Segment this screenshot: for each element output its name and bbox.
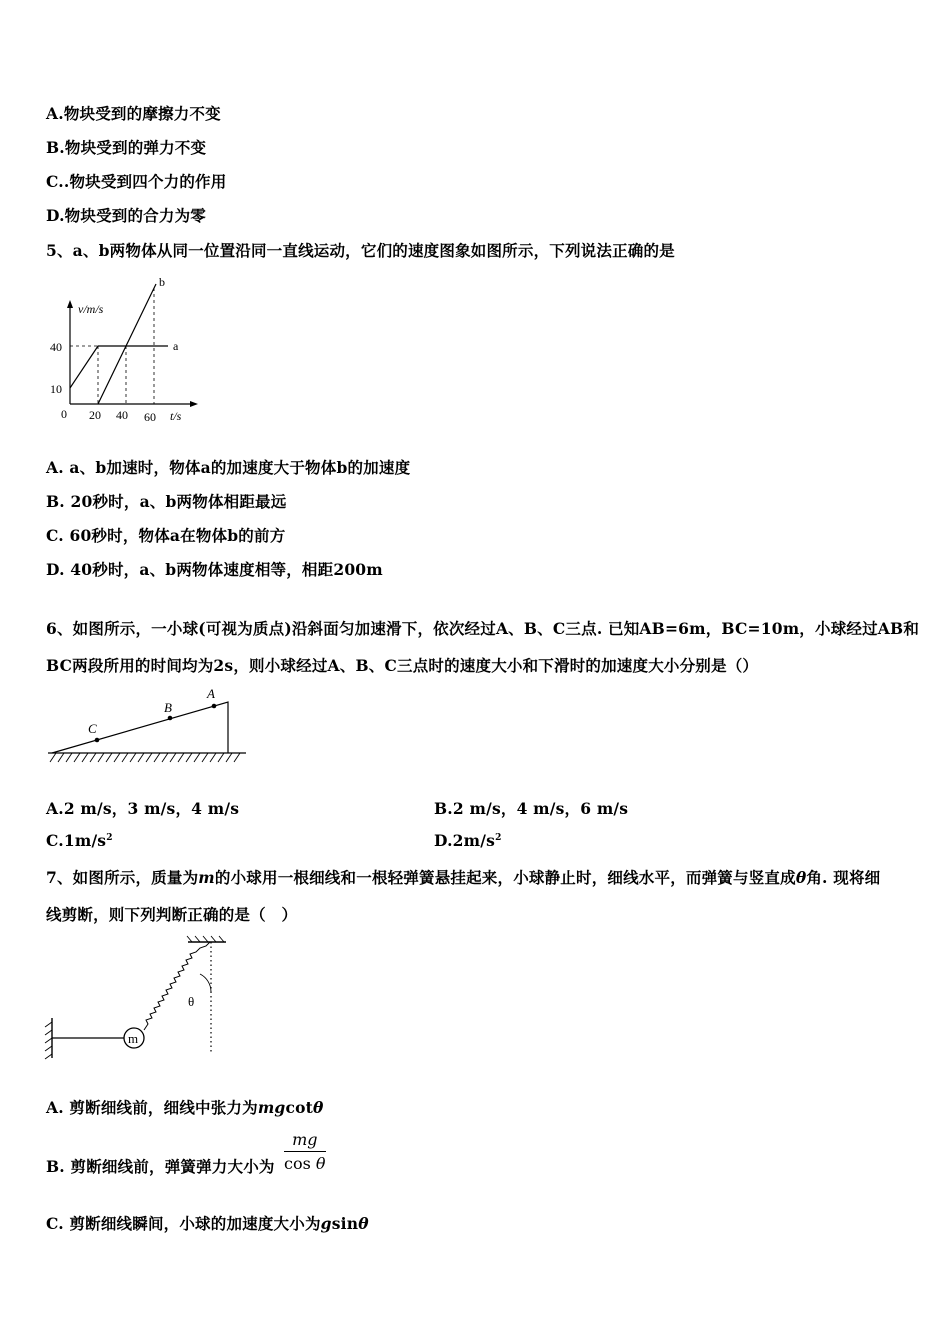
q7-stem-line2: 线剪断，则下列判断正确的是（ ）: [46, 905, 298, 924]
y-axis-label: v/m/s: [78, 302, 104, 316]
point-a: [212, 704, 217, 709]
ground-hatching: [50, 753, 240, 762]
point-b: [168, 716, 173, 721]
q7-option-a-theta: θ: [313, 1098, 324, 1117]
incline: [52, 702, 228, 753]
q7-stem-theta: θ: [795, 868, 807, 887]
fraction-theta: θ: [315, 1154, 326, 1173]
q7-option-a-text: A. 剪断细线前，细线中张力为: [46, 1098, 258, 1117]
y-axis-arrow: [67, 300, 73, 308]
q7-option-c-g: g: [320, 1214, 332, 1233]
q6-stem-line1: 6、如图所示，一小球(可视为质点)沿斜面匀加速滑下，依次经过A、B、C三点. 已知AB=6m，BC=10m，小球经过AB和: [46, 619, 920, 638]
ytick-10: 10: [50, 382, 62, 396]
q5-velocity-graph: [44, 268, 204, 428]
ceiling-hatching: [187, 936, 224, 942]
q4-option-c: C..物块受到四个力的作用: [46, 172, 227, 191]
ytick-40: 40: [50, 340, 62, 354]
q5-option-a: A. a、b加速时，物体a的加速度大于物体b的加速度: [46, 458, 411, 477]
xtick-60: 60: [144, 410, 156, 424]
ball-label: m: [128, 1031, 139, 1046]
q6-option-d-text: D.2m/s: [434, 831, 496, 850]
x-axis-arrow: [190, 401, 198, 407]
line-b: [98, 284, 156, 404]
fraction-cos: cos: [284, 1154, 311, 1173]
q7-option-c: [46, 1212, 369, 1234]
label-c: C: [88, 721, 97, 736]
q5-option-d: D. 40秒时，a、b两物体速度相等，相距200m: [46, 560, 383, 579]
q6-stem-line2: BC两段所用的时间均为2s，则小球经过A、B、C三点时的速度大小和下滑时的加速度大小分别是（）: [46, 656, 759, 675]
theta-label: θ: [188, 994, 195, 1009]
line-a-label: a: [173, 339, 179, 353]
point-c: [95, 738, 100, 743]
q7-stem-part1: 7、如图所示，质量为: [46, 868, 199, 887]
q7-stem-part3: 角. 现将细: [806, 868, 881, 887]
q4-option-a: A.物块受到的摩擦力不变: [46, 104, 221, 123]
q6-option-d: [434, 831, 502, 850]
q7-option-c-text: C. 剪断细线瞬间，小球的加速度大小为: [46, 1214, 321, 1233]
q6-option-c: [46, 831, 113, 850]
q7-option-c-theta: θ: [358, 1214, 369, 1233]
q6-option-a: A.2 m/s，3 m/s，4 m/s: [46, 799, 240, 818]
q7-spring-diagram: [40, 934, 236, 1060]
q7-option-b-fraction: [284, 1130, 326, 1173]
q7-option-a-cot: cot: [285, 1098, 314, 1117]
q5-option-c: C. 60秒时，物体a在物体b的前方: [46, 526, 286, 545]
xtick-20: 20: [89, 408, 101, 422]
line-a: [70, 346, 168, 388]
q6-option-c-sup: 2: [106, 832, 113, 843]
spring: [144, 942, 210, 1030]
q5-option-b: B. 20秒时，a、b两物体相距最远: [46, 492, 287, 511]
q7-stem-part2: 的小球用一根细线和一根轻弹簧悬挂起来，小球静止时，细线水平，而弹簧与竖直成: [214, 868, 796, 887]
theta-arc: [200, 974, 211, 992]
q7-option-a-mg: mg: [257, 1098, 286, 1117]
q6-incline-diagram: [44, 684, 250, 770]
label-b: B: [164, 700, 172, 715]
fraction-denominator: [284, 1152, 326, 1173]
label-a: A: [207, 686, 215, 701]
q7-option-a: [46, 1096, 324, 1118]
left-wall-hatching: [45, 1022, 52, 1059]
q7-option-c-sin: sin: [331, 1214, 359, 1233]
q4-option-d: D.物块受到的合力为零: [46, 206, 206, 225]
q6-option-b: B.2 m/s，4 m/s，6 m/s: [434, 799, 629, 818]
x-axis-label: t/s: [170, 409, 182, 423]
q7-stem-m: m: [198, 868, 215, 887]
q4-option-b: B.物块受到的弹力不变: [46, 138, 207, 157]
fraction-numerator: mg: [284, 1130, 326, 1152]
origin-label: 0: [61, 407, 67, 421]
q5-stem: 5、a、b两物体从同一位置沿同一直线运动，它们的速度图象如图所示，下列说法正确的是: [46, 241, 675, 260]
q6-option-c-text: C.1m/s: [46, 831, 107, 850]
q6-option-d-sup: 2: [495, 832, 502, 843]
q7-option-b: [46, 1155, 275, 1177]
q7-stem-line1: [46, 866, 880, 888]
xtick-40: 40: [116, 408, 128, 422]
line-b-label: b: [159, 275, 165, 289]
q7-option-b-text: B. 剪断细线前，弹簧弹力大小为: [46, 1157, 275, 1176]
